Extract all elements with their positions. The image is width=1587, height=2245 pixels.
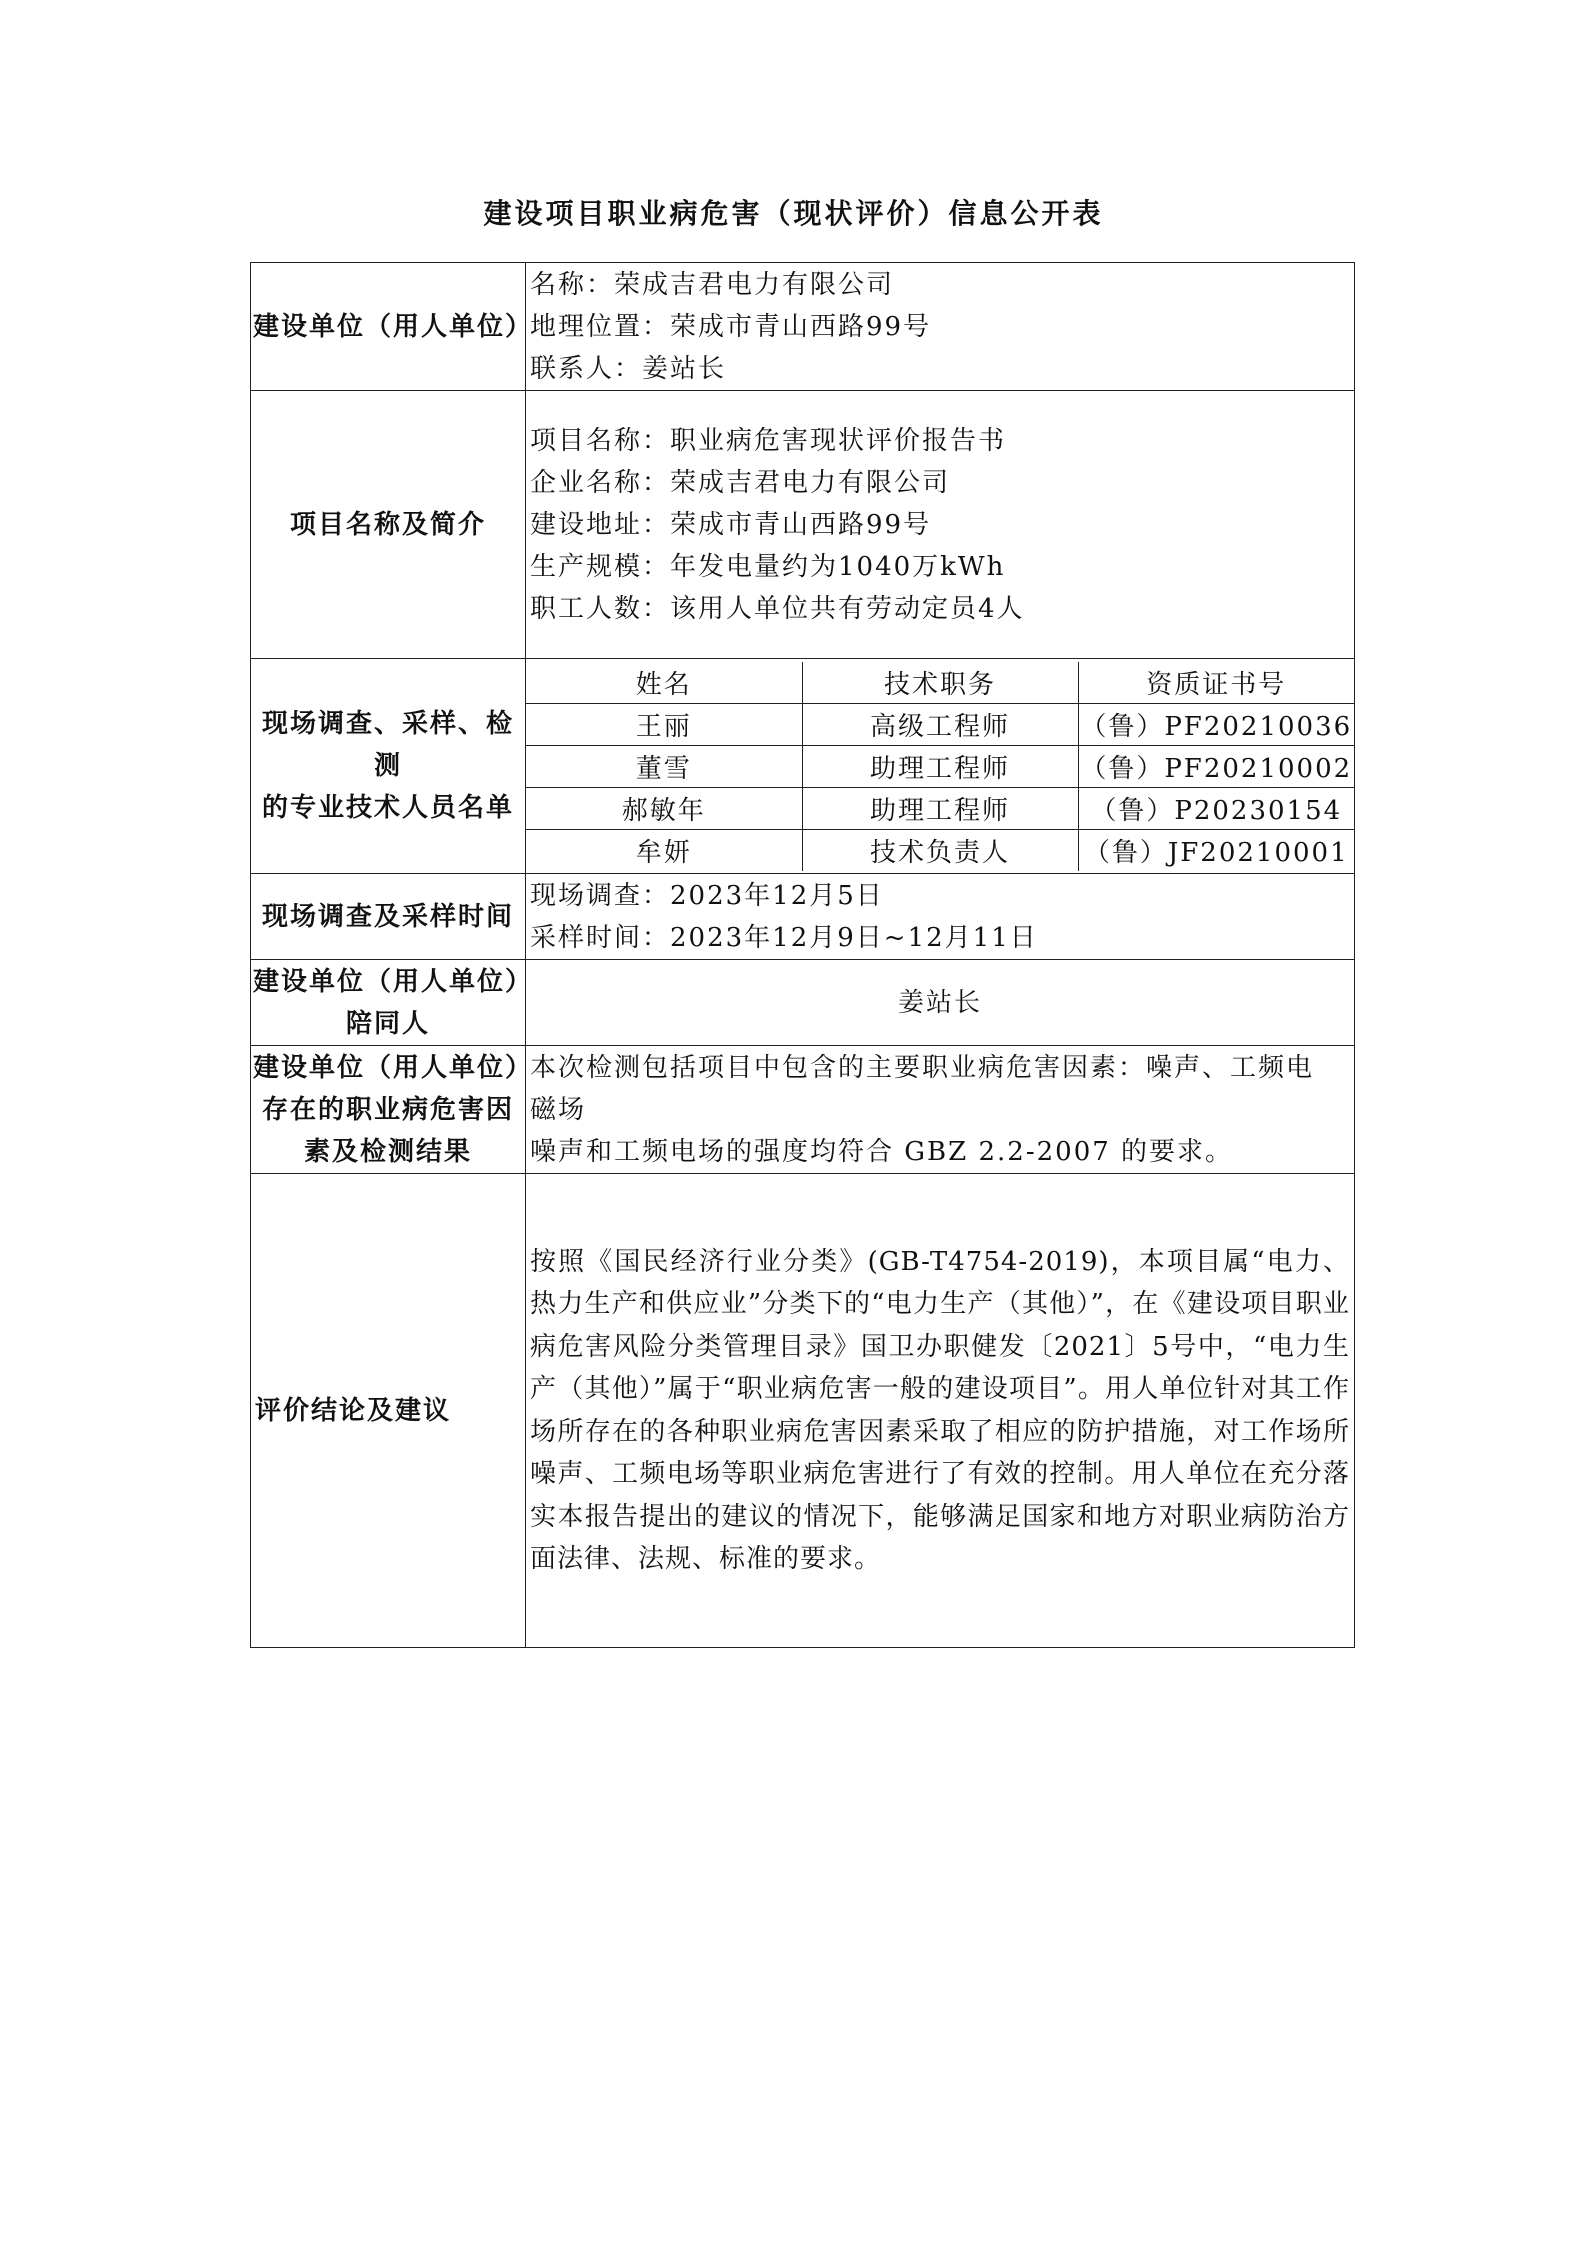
personnel-label-line1: 现场调查、采样、检测	[261, 709, 514, 781]
project-content	[526, 391, 1355, 659]
header-name: 姓名	[526, 662, 802, 704]
survey-date: 现场调查：2023年12月5日	[530, 880, 884, 911]
staff-name: 郝敏年	[526, 787, 802, 829]
conclusion-text: 按照《国民经济行业分类》(GB-T4754-2019)，本项目属“电力、热力生产和供应业”分类下的“电力生产（其他）”，在《建设项目职业病危害风险分类管理目录》国卫办职健发〔2021〕5号中，“电力生产（其他）”属于“职业病危害一般的建设项目”。用人单位针对其工作场所存在的各种职业病危害因素采取了相应的防护措施，对工作场所噪声、工频电场等职业病危害进行了有效的控制。用人单位在充分落实本报告提出的建议的情况下，能够满足国家和地方对职业病防治方面法律、法规、标准的要求。	[526, 1174, 1355, 1648]
personnel-row	[526, 829, 1354, 871]
hazards-label	[251, 1046, 534, 1174]
personnel-label-line2: 的专业技术人员名单	[261, 793, 514, 823]
hazards-content	[526, 1046, 1355, 1174]
hazards-label-line3: 素及检测结果	[303, 1136, 472, 1167]
header-title: 技术职务	[802, 662, 1078, 704]
staff-name: 董雪	[526, 745, 802, 787]
companion-label-line2: 陪同人	[345, 1008, 430, 1039]
staff-title: 助理工程师	[802, 787, 1078, 829]
staff-name: 王丽	[526, 703, 802, 745]
hazards-line3: 噪声和工频电场的强度均符合 GBZ 2.2-2007 的要求。	[530, 1136, 1234, 1167]
project-label: 项目名称及简介	[251, 391, 526, 659]
staff-certificate: （鲁）P20230154	[1078, 787, 1354, 829]
personnel-cell	[526, 659, 1355, 874]
project-scale: 生产规模：年发电量约为1040万kWh	[530, 551, 1006, 582]
row-companion	[251, 960, 1355, 1046]
companion-label	[251, 960, 534, 1046]
companion-label-line1: 建设单位（用人单位）	[253, 966, 534, 997]
staff-certificate: （鲁）JF20210001	[1078, 829, 1354, 871]
header-certificate: 资质证书号	[1078, 662, 1354, 704]
personnel-row	[526, 703, 1354, 745]
personnel-row	[526, 787, 1354, 829]
survey-content	[526, 874, 1355, 960]
hazards-label-line2: 存在的职业病危害因	[261, 1094, 514, 1125]
project-company: 企业名称：荣成吉君电力有限公司	[530, 467, 951, 498]
row-project	[251, 391, 1355, 659]
sampling-date: 采样时间：2023年12月9日~12月11日	[530, 922, 1038, 953]
project-address: 建设地址：荣成市青山西路99号	[530, 509, 932, 540]
conclusion-label: 评价结论及建议	[251, 1174, 526, 1648]
unit-contact: 联系人：姜站长	[530, 353, 727, 384]
project-name: 项目名称：职业病危害现状评价报告书	[530, 425, 1007, 456]
personnel-header-row	[526, 662, 1354, 704]
hazards-line2: 磁场	[530, 1094, 587, 1125]
personnel-label	[251, 659, 526, 874]
row-unit	[251, 263, 1355, 391]
personnel-table	[526, 662, 1354, 871]
unit-name: 名称：荣成吉君电力有限公司	[530, 269, 895, 300]
hazards-line1: 本次检测包括项目中包含的主要职业病危害因素：噪声、工频电	[530, 1052, 1315, 1083]
row-personnel	[251, 659, 1355, 874]
unit-location: 地理位置：荣成市青山西路99号	[530, 311, 932, 342]
row-survey	[251, 874, 1355, 960]
staff-title: 助理工程师	[802, 745, 1078, 787]
unit-content	[526, 263, 1355, 391]
page-title: 建设项目职业病危害（现状评价）信息公开表	[483, 197, 1104, 230]
hazards-label-line1: 建设单位（用人单位）	[253, 1052, 534, 1083]
info-table	[250, 262, 1355, 1648]
row-hazards	[251, 1046, 1355, 1174]
staff-certificate: （鲁）PF20210036	[1078, 703, 1354, 745]
survey-label: 现场调查及采样时间	[251, 874, 526, 960]
companion-value: 姜站长	[526, 960, 1355, 1046]
project-staff: 职工人数：该用人单位共有劳动定员4人	[530, 593, 1025, 624]
staff-title: 高级工程师	[802, 703, 1078, 745]
row-conclusion	[251, 1174, 1355, 1648]
staff-name: 牟妍	[526, 829, 802, 871]
personnel-row	[526, 745, 1354, 787]
staff-title: 技术负责人	[802, 829, 1078, 871]
unit-label: 建设单位（用人单位）	[251, 263, 526, 391]
staff-certificate: （鲁）PF20210002	[1078, 745, 1354, 787]
